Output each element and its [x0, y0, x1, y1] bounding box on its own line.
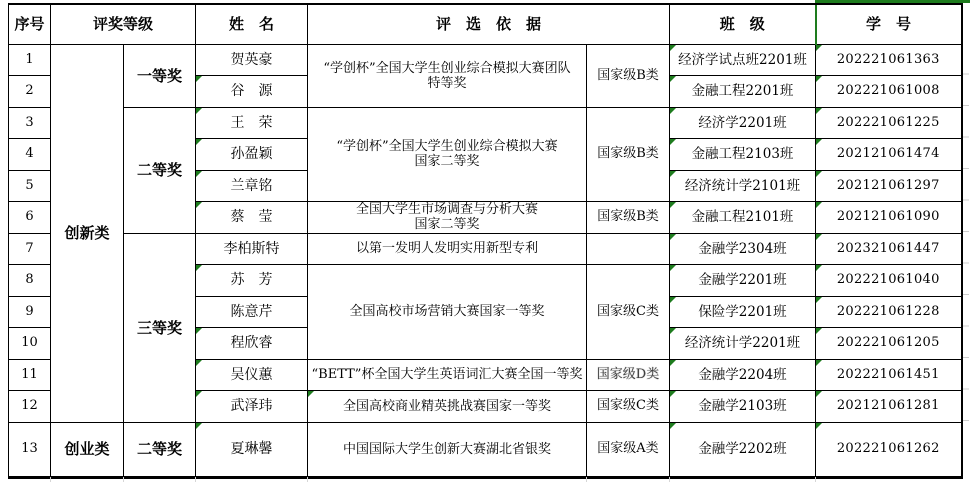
class-value: 经济统计学2201班 — [684, 335, 801, 352]
green-border-line — [815, 0, 970, 3]
awards-table — [8, 3, 963, 479]
grade-label: 一等奖 — [136, 66, 182, 85]
gridline-stubs-right — [963, 43, 969, 423]
name-cell[interactable] — [196, 76, 308, 108]
sid-value: 202221061262 — [836, 441, 940, 456]
header-basis-label: 评 选 依 据 — [435, 15, 541, 34]
category-label: 创业类 — [64, 440, 110, 458]
basis-line2: 特等奖 — [427, 75, 467, 91]
seq-value: 11 — [21, 366, 38, 382]
seq-cell[interactable] — [9, 265, 51, 297]
error-indicator-icon — [196, 265, 202, 271]
name-value: 陈意芹 — [230, 303, 273, 320]
level-cell[interactable] — [587, 44, 670, 107]
seq-value: 1 — [25, 51, 34, 67]
class-value: 经济学试点班2201班 — [678, 51, 807, 68]
gridline-stub — [586, 477, 587, 482]
class-cell[interactable] — [670, 391, 816, 423]
class-value: 经济学2201班 — [698, 114, 787, 131]
name-value: 武泽玮 — [230, 398, 273, 415]
basis-value: 全国高校商业精英挑战赛国家一等奖 — [342, 398, 551, 414]
error-indicator-icon — [196, 391, 202, 397]
basis-value: 以第一发明人发明实用新型专利 — [355, 241, 538, 257]
gridline-stub — [307, 477, 308, 482]
header-row — [9, 4, 962, 44]
error-indicator-icon — [816, 297, 822, 303]
gridline-stub — [815, 477, 816, 482]
table-row — [9, 233, 962, 265]
sid-cell[interactable] — [816, 139, 962, 171]
header-award-level-label: 评奖等级 — [92, 15, 153, 34]
level-cell[interactable] — [587, 422, 670, 477]
error-indicator-icon — [816, 265, 822, 271]
sid-cell[interactable] — [816, 44, 962, 76]
error-indicator-icon — [670, 108, 676, 114]
grade-cell-second-business[interactable] — [124, 422, 196, 477]
seq-cell[interactable] — [9, 202, 51, 234]
basis-value: 中国国际大学生创新大赛湖北省银奖 — [342, 441, 551, 457]
header-basis[interactable] — [308, 4, 670, 44]
seq-value: 9 — [25, 303, 34, 319]
error-indicator-icon — [816, 76, 822, 82]
table-row — [9, 107, 962, 139]
error-indicator-icon — [670, 360, 676, 366]
basis-cell[interactable] — [308, 391, 587, 423]
name-cell[interactable] — [196, 233, 308, 265]
level-cell[interactable] — [587, 391, 670, 423]
sid-value: 202221061228 — [836, 303, 940, 319]
sid-cell[interactable] — [816, 422, 962, 477]
level-value: 国家级D类 — [596, 366, 660, 382]
sid-value: 202121061090 — [836, 209, 940, 225]
error-indicator-icon — [816, 423, 822, 429]
name-value: 王 荣 — [230, 114, 273, 131]
gridline-stub — [669, 477, 670, 482]
sid-cell[interactable] — [816, 265, 962, 297]
name-value: 夏琳馨 — [230, 441, 273, 457]
error-indicator-icon — [670, 265, 676, 271]
class-value: 金融工程2201班 — [691, 83, 794, 100]
sid-cell[interactable] — [816, 391, 962, 423]
seq-value: 13 — [21, 441, 38, 456]
seq-cell[interactable] — [9, 139, 51, 171]
class-cell[interactable] — [670, 170, 816, 202]
class-value: 金融工程2103班 — [691, 146, 794, 163]
level-value: 国家级B类 — [597, 67, 659, 83]
seq-cell[interactable] — [9, 170, 51, 202]
error-indicator-icon — [670, 45, 676, 51]
sid-cell[interactable] — [816, 328, 962, 360]
grade-label: 三等奖 — [136, 318, 182, 337]
error-indicator-icon — [816, 391, 822, 397]
header-seq-label: 序号 — [14, 15, 45, 34]
name-value: 蔡 莹 — [230, 209, 273, 226]
error-indicator-icon — [816, 202, 822, 208]
basis-value: 全国高校市场营销大赛国家一等奖 — [349, 304, 545, 320]
grade-cell-second[interactable] — [124, 107, 196, 233]
name-value: 孙盈颖 — [230, 146, 273, 163]
class-cell[interactable] — [670, 296, 816, 328]
header-student-id-label: 学 号 — [865, 15, 911, 34]
sid-value: 202221061451 — [836, 366, 940, 382]
seq-cell[interactable] — [9, 233, 51, 265]
class-cell[interactable] — [670, 107, 816, 139]
error-indicator-icon — [670, 391, 676, 397]
sid-value: 202221061040 — [836, 272, 940, 288]
sid-value: 202221061008 — [836, 83, 940, 99]
sid-value: 202221061225 — [836, 114, 940, 130]
class-value: 金融学2103班 — [698, 398, 787, 415]
category-cell-business[interactable] — [51, 422, 124, 477]
name-cell[interactable] — [196, 422, 308, 477]
error-indicator-icon — [816, 108, 822, 114]
class-cell[interactable] — [670, 265, 816, 297]
seq-value: 12 — [21, 398, 38, 414]
level-value: 国家级B类 — [597, 146, 659, 162]
error-indicator-icon — [670, 171, 676, 177]
sid-cell[interactable] — [816, 76, 962, 108]
name-value: 程欣睿 — [230, 335, 273, 352]
name-cell[interactable] — [196, 107, 308, 139]
level-cell[interactable] — [587, 202, 670, 234]
gridline-stub — [123, 477, 124, 482]
name-cell[interactable] — [196, 44, 308, 76]
error-indicator-icon — [816, 328, 822, 334]
header-name-label: 姓 名 — [228, 15, 274, 34]
basis-line2: 国家二等奖 — [414, 217, 480, 233]
seq-value: 8 — [25, 272, 34, 288]
seq-value: 4 — [25, 146, 34, 162]
error-indicator-icon — [670, 139, 676, 145]
error-indicator-icon — [816, 45, 822, 51]
class-cell[interactable] — [670, 359, 816, 391]
basis-cell[interactable] — [308, 202, 587, 234]
error-indicator-icon — [816, 139, 822, 145]
gridline-stub — [195, 477, 196, 482]
class-value: 经济统计学2101班 — [684, 177, 801, 194]
error-indicator-icon — [196, 360, 202, 366]
error-indicator-icon — [196, 108, 202, 114]
basis-line2: 国家二等奖 — [414, 154, 480, 170]
class-value: 金融学2201班 — [698, 272, 787, 289]
sid-cell[interactable] — [816, 359, 962, 391]
basis-cell[interactable] — [308, 265, 587, 360]
error-indicator-icon — [196, 423, 202, 429]
level-cell[interactable] — [587, 233, 670, 265]
header-class[interactable] — [670, 4, 816, 44]
sid-value: 202221061205 — [836, 335, 940, 351]
header-seq[interactable] — [9, 4, 51, 44]
error-indicator-icon — [670, 423, 676, 429]
basis-line1: “学创杯”全国大学生创业综合模拟大赛 — [336, 139, 558, 155]
seq-cell[interactable] — [9, 391, 51, 423]
header-class-label: 班 级 — [719, 15, 765, 34]
seq-value: 6 — [25, 209, 34, 225]
name-value: 贺英豪 — [230, 51, 273, 68]
level-value: 国家级C类 — [597, 303, 659, 319]
class-cell[interactable] — [670, 139, 816, 171]
seq-value: 5 — [25, 177, 34, 193]
grade-label: 二等奖 — [136, 440, 182, 458]
grade-label: 二等奖 — [136, 161, 182, 179]
sid-value: 202121061281 — [836, 398, 940, 414]
name-value: 苏 芳 — [230, 272, 273, 289]
basis-cell[interactable] — [308, 422, 587, 477]
category-cell-innovation[interactable] — [51, 44, 124, 422]
sid-value: 202121061474 — [836, 146, 940, 162]
error-indicator-icon — [816, 171, 822, 177]
level-value: 国家级A类 — [597, 441, 659, 456]
error-indicator-icon — [308, 391, 314, 397]
seq-cell[interactable] — [9, 328, 51, 360]
seq-value: 3 — [25, 114, 34, 130]
name-value: 兰章铭 — [230, 177, 273, 194]
seq-cell[interactable] — [9, 107, 51, 139]
error-indicator-icon — [816, 360, 822, 366]
header-award-level[interactable] — [51, 4, 196, 44]
sid-cell[interactable] — [816, 170, 962, 202]
basis-cell[interactable] — [308, 359, 587, 391]
error-indicator-icon — [196, 171, 202, 177]
sid-value: 202121061297 — [836, 177, 940, 193]
name-cell[interactable] — [196, 202, 308, 234]
sid-cell[interactable] — [816, 233, 962, 265]
class-cell[interactable] — [670, 328, 816, 360]
level-value: 国家级C类 — [597, 398, 659, 414]
gridline-stub — [50, 477, 51, 482]
category-label: 创新类 — [64, 224, 110, 242]
sid-value: 202321061447 — [836, 240, 940, 256]
class-cell[interactable] — [670, 76, 816, 108]
error-indicator-icon — [196, 139, 202, 145]
class-value: 金融学2304班 — [698, 240, 787, 257]
seq-value: 2 — [25, 83, 34, 99]
name-cell[interactable] — [196, 359, 308, 391]
name-value: 谷 源 — [230, 83, 273, 100]
basis-cell[interactable] — [308, 107, 587, 202]
basis-cell[interactable] — [308, 44, 587, 107]
name-cell[interactable] — [196, 170, 308, 202]
header-student-id[interactable] — [816, 4, 962, 44]
seq-cell[interactable] — [9, 422, 51, 477]
error-indicator-icon — [670, 76, 676, 82]
class-value: 金融学2202班 — [698, 441, 787, 457]
name-cell[interactable] — [196, 328, 308, 360]
name-cell[interactable] — [196, 139, 308, 171]
seq-value: 10 — [21, 335, 38, 351]
error-indicator-icon — [670, 234, 676, 240]
class-value: 保险学2201班 — [698, 303, 787, 320]
sid-value: 202221061363 — [836, 51, 940, 67]
error-indicator-icon — [670, 328, 676, 334]
class-cell[interactable] — [670, 44, 816, 76]
error-indicator-icon — [670, 297, 676, 303]
sid-cell[interactable] — [816, 107, 962, 139]
grade-cell-first[interactable] — [124, 44, 196, 107]
header-name[interactable] — [196, 4, 308, 44]
level-cell[interactable] — [587, 359, 670, 391]
table-row — [9, 44, 962, 76]
seq-cell[interactable] — [9, 296, 51, 328]
name-cell[interactable] — [196, 391, 308, 423]
sid-cell[interactable] — [816, 296, 962, 328]
seq-cell[interactable] — [9, 359, 51, 391]
basis-value: “BETT”杯全国大学生英语词汇大赛全国一等奖 — [311, 367, 583, 383]
basis-line1: “学创杯”全国大学生创业综合模拟大赛团队 — [323, 60, 571, 76]
error-indicator-icon — [670, 202, 676, 208]
level-cell[interactable] — [587, 265, 670, 360]
name-cell[interactable] — [196, 296, 308, 328]
error-indicator-icon — [196, 328, 202, 334]
class-cell[interactable] — [670, 233, 816, 265]
level-cell[interactable] — [587, 107, 670, 202]
class-cell[interactable] — [670, 202, 816, 234]
name-value: 吴仪蕙 — [230, 366, 273, 383]
error-indicator-icon — [196, 76, 202, 82]
basis-line1: 全国大学生市场调查与分析大赛 — [355, 202, 538, 218]
name-value: 李柏斯特 — [223, 240, 280, 257]
class-value: 金融学2204班 — [698, 366, 787, 383]
seq-value: 7 — [25, 240, 34, 256]
sid-cell[interactable] — [816, 202, 962, 234]
basis-cell[interactable] — [308, 233, 587, 265]
seq-cell[interactable] — [9, 44, 51, 76]
level-value: 国家级B类 — [597, 209, 659, 225]
class-value: 金融工程2101班 — [691, 209, 794, 226]
seq-cell[interactable] — [9, 76, 51, 108]
class-cell[interactable] — [670, 422, 816, 477]
table-row — [9, 422, 962, 477]
grade-cell-third[interactable] — [124, 233, 196, 422]
name-cell[interactable] — [196, 265, 308, 297]
error-indicator-icon — [816, 234, 822, 240]
error-indicator-icon — [196, 202, 202, 208]
